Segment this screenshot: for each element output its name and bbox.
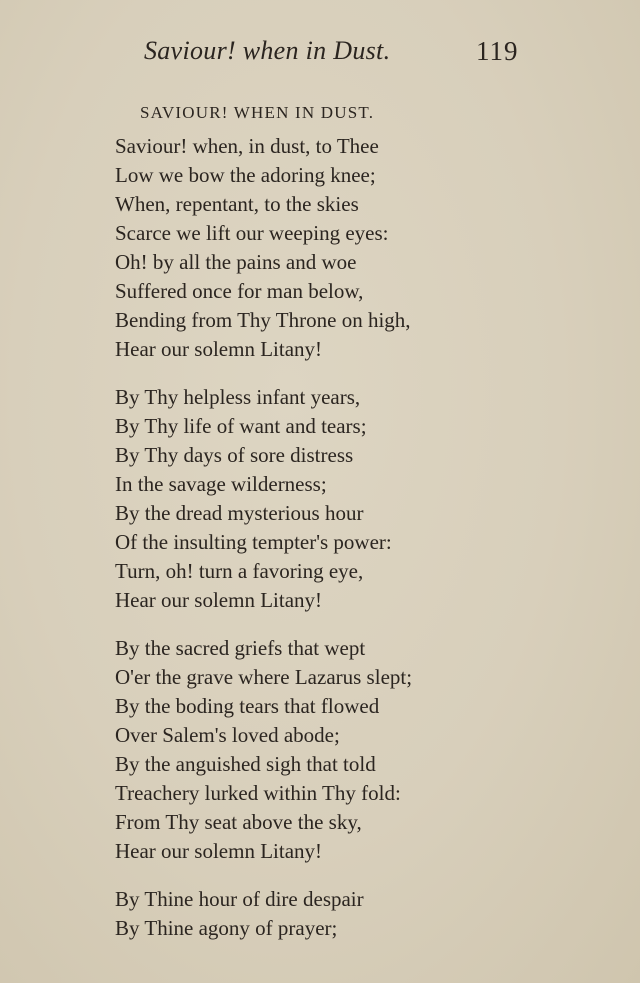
poem-line: By the boding tears that flowed [115, 694, 380, 718]
poem-line: In the savage wilderness; [115, 472, 327, 496]
poem-line: By Thy life of want and tears; [115, 414, 367, 438]
poem-line: By Thy days of sore distress [115, 443, 354, 467]
poem-body [115, 132, 615, 962]
poem-line: Low we bow the adoring knee; [115, 163, 376, 187]
running-head-title: Saviour! when in Dust. [144, 36, 391, 65]
poem-line: Oh! by all the pains and woe [115, 250, 357, 274]
poem-line: Of the insulting tempter's power: [115, 530, 392, 554]
running-head [0, 36, 640, 76]
poem-line: From Thy seat above the sky, [115, 810, 362, 834]
poem-line: By Thy helpless infant years, [115, 385, 361, 409]
poem-line: O'er the grave where Lazarus slept; [115, 665, 413, 689]
poem-line: By the anguished sigh that told [115, 752, 376, 776]
poem-line: Scarce we lift our weeping eyes: [115, 221, 389, 245]
stanza [115, 885, 615, 943]
poem-line: By Thine hour of dire despair [115, 887, 364, 911]
poem-line: Hear our solemn Litany! [115, 337, 323, 361]
poem-line: Turn, oh! turn a favoring eye, [115, 559, 364, 583]
poem-line: By the dread mysterious hour [115, 501, 364, 525]
page-number: 119 [476, 36, 519, 66]
stanza [115, 383, 615, 615]
poem-line: Saviour! when, in dust, to Thee [115, 134, 379, 158]
poem-line: Treachery lurked within Thy fold: [115, 781, 401, 805]
poem-line: By the sacred griefs that wept [115, 636, 366, 660]
poem-line: Hear our solemn Litany! [115, 839, 323, 863]
poem-line: Over Salem's loved abode; [115, 723, 340, 747]
poem-line: Hear our solemn Litany! [115, 588, 323, 612]
stanza [115, 132, 615, 364]
poem-line: When, repentant, to the skies [115, 192, 359, 216]
poem-line: By Thine agony of prayer; [115, 916, 338, 940]
stanza [115, 634, 615, 866]
poem-title: SAVIOUR! WHEN IN DUST. [140, 103, 375, 122]
poem-line: Suffered once for man below, [115, 279, 364, 303]
poem-line: Bending from Thy Throne on high, [115, 308, 411, 332]
